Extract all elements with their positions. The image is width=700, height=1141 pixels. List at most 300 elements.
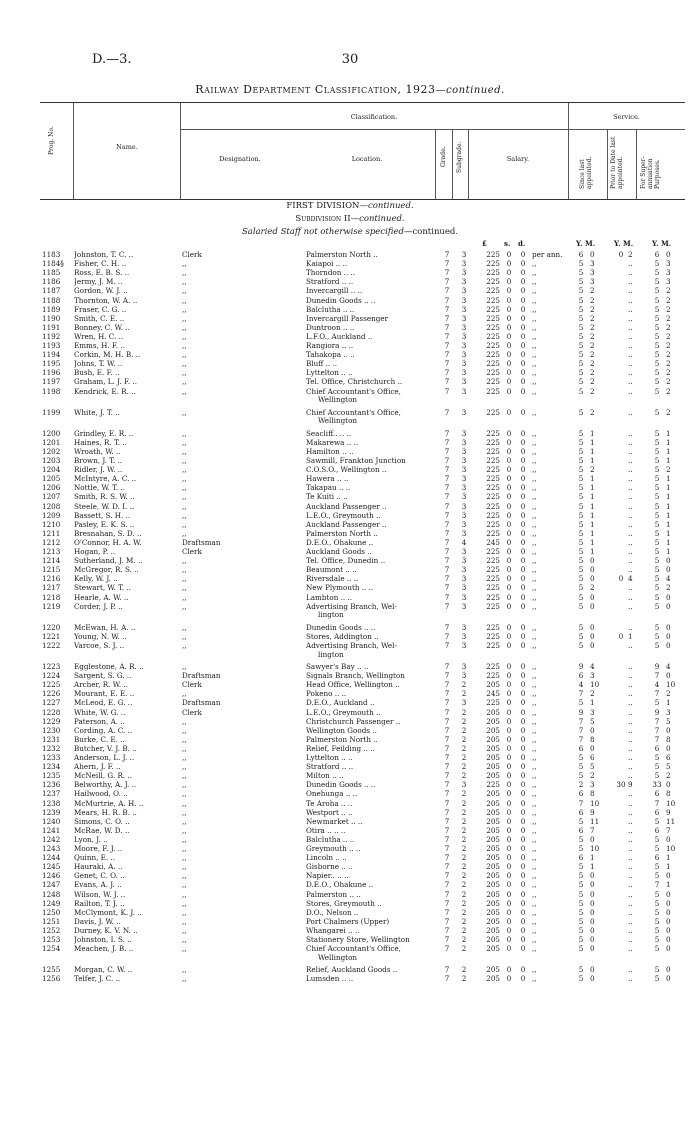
- grade: 7: [444, 437, 450, 447]
- since-months: 1: [590, 437, 595, 447]
- designation: Clerk: [182, 548, 202, 556]
- grade: 7: [444, 286, 450, 296]
- table-row: [0, 251, 700, 260]
- salary-pounds: 225: [486, 331, 500, 341]
- salary-note: ,,: [532, 510, 537, 520]
- location: Seacliff.. .. ..: [306, 429, 352, 438]
- subgrade: 2: [461, 725, 467, 735]
- staff-name: McRae, W. D. ..: [74, 826, 130, 835]
- salary-shillings: 0: [506, 277, 512, 287]
- since-years: 5: [578, 698, 584, 708]
- super-months: 1: [666, 437, 671, 447]
- grade: 7: [444, 753, 450, 762]
- header-classification: Classification.: [350, 113, 398, 121]
- designation: ,,: [182, 278, 187, 287]
- since-months: 2: [590, 583, 595, 593]
- salary-note: ,,: [532, 528, 537, 538]
- salary-note: ,,: [532, 662, 537, 671]
- salary-note: ,,: [532, 965, 537, 975]
- since-months: 3: [590, 671, 595, 681]
- since-months: 2: [590, 331, 595, 341]
- table-row: [0, 863, 700, 872]
- salary-note: ,,: [532, 807, 537, 817]
- salary-shillings: 0: [506, 898, 512, 908]
- staff-name: Nottle, W. T. ..: [74, 484, 126, 493]
- location: Dunedin Goods .. ..: [306, 296, 376, 305]
- super-years: 5: [654, 483, 660, 493]
- table-row: [0, 457, 700, 466]
- super-months: 1: [666, 446, 671, 456]
- designation: ,,: [182, 763, 187, 772]
- prog-no: 1194: [42, 350, 61, 360]
- subgrade: 3: [461, 601, 467, 611]
- super-months: 1: [666, 483, 671, 493]
- since-years: 5: [578, 268, 584, 278]
- since-years: 5: [578, 898, 584, 908]
- staff-name: Morgan, C. W. ..: [74, 966, 133, 975]
- salary-note: ,,: [532, 862, 537, 872]
- salary-shillings: 0: [506, 734, 512, 744]
- since-years: 5: [578, 519, 584, 529]
- super-years: 5: [654, 304, 660, 314]
- since-months: 0: [590, 592, 595, 602]
- salary-pounds: 225: [486, 465, 500, 475]
- designation: Draftsman: [182, 538, 221, 547]
- prog-no: 1233: [42, 753, 61, 762]
- prog-no: 1197: [42, 377, 61, 387]
- salary-shillings: 0: [506, 359, 512, 369]
- salary-pounds: 225: [486, 640, 500, 650]
- since-years: 5: [578, 944, 584, 954]
- prog-no: 1225: [42, 680, 61, 690]
- salary-shillings: 0: [506, 871, 512, 881]
- prior-months: ..: [628, 331, 633, 341]
- location: Greymouth .. ..: [306, 845, 361, 853]
- prog-no: 1199: [42, 407, 61, 417]
- super-years: 6: [654, 825, 660, 835]
- prior-months: ..: [628, 640, 633, 650]
- since-years: 5: [578, 556, 584, 566]
- location: Signals Branch, Wellington: [306, 672, 405, 681]
- location: Dunedin Goods .. ..: [306, 623, 376, 632]
- salary-note: ,,: [532, 771, 537, 781]
- salary-pence: 0: [520, 944, 526, 954]
- salary-pence: 0: [520, 640, 526, 650]
- staff-heading-main: Salaried Staff not otherwise specified—: [241, 227, 413, 237]
- prior-months: ..: [628, 974, 633, 984]
- super-years: 6: [654, 853, 660, 863]
- salary-pence: 0: [520, 862, 526, 872]
- salary-note: ,,: [532, 680, 537, 690]
- location: Riversdale .. ..: [306, 575, 359, 584]
- designation: ,,: [182, 936, 187, 944]
- prior-months: ..: [628, 771, 633, 781]
- super-months: 2: [666, 583, 671, 593]
- prior-months: ..: [628, 707, 633, 717]
- since-months: 0: [590, 743, 595, 753]
- since-months: 3: [590, 259, 595, 269]
- salary-pence: 0: [520, 780, 526, 790]
- table-row: [0, 624, 700, 633]
- prior-months: ..: [628, 341, 633, 350]
- prog-no: 1200: [42, 428, 61, 438]
- designation: ,,: [182, 945, 187, 954]
- since-months: 3: [590, 707, 595, 717]
- super-months: 0: [666, 780, 671, 790]
- since-months: 2: [590, 407, 595, 417]
- salary-shillings: 0: [506, 762, 512, 772]
- unit-shillings: s.: [504, 239, 511, 248]
- super-years: 33: [652, 780, 662, 790]
- super-years: 5: [654, 437, 660, 447]
- salary-pounds: 225: [486, 386, 500, 396]
- prog-no: 1196: [42, 368, 61, 378]
- prog-no: 1255: [42, 965, 61, 975]
- super-months: 1: [666, 853, 671, 863]
- salary-note: ,,: [532, 753, 537, 762]
- prog-no: 1249: [42, 898, 61, 908]
- super-years: 5: [654, 583, 660, 593]
- subgrade: 2: [461, 898, 467, 908]
- since-months: 1: [590, 862, 595, 872]
- designation: ,,: [182, 502, 187, 511]
- grade: 7: [444, 304, 450, 314]
- location: Palmerston North ..: [306, 735, 378, 744]
- subgrade: 2: [461, 734, 467, 744]
- table-row: [0, 642, 700, 651]
- since-years: 5: [578, 907, 584, 917]
- grade: 7: [444, 583, 450, 593]
- super-months: 2: [666, 322, 671, 332]
- super-years: 5: [654, 446, 660, 456]
- salary-shillings: 0: [506, 537, 512, 547]
- super-months: 2: [666, 286, 671, 296]
- staff-name: Emms, H. F. ..: [74, 342, 125, 350]
- staff-name: Belworthy, A. J. ..: [74, 781, 137, 790]
- designation: ,,: [182, 593, 187, 602]
- since-months: 1: [590, 853, 595, 863]
- since-years: 5: [578, 871, 584, 881]
- prior-months: ..: [628, 492, 633, 502]
- salary-note: ,,: [532, 834, 537, 844]
- table-row: [0, 736, 700, 745]
- designation: ,,: [182, 744, 187, 753]
- grade: 7: [444, 377, 450, 387]
- salary-pounds: 225: [486, 622, 500, 632]
- staff-name: Ross, E. B. S. ..: [74, 269, 130, 278]
- page-number: 30: [341, 52, 359, 67]
- subgrade: 3: [461, 662, 467, 671]
- prior-months: ..: [628, 816, 633, 826]
- location: Beaumont .. ..: [306, 566, 357, 575]
- salary-pence: 0: [520, 880, 526, 890]
- since-years: 5: [578, 574, 584, 584]
- location: Sawmill, Frankton Junction: [306, 457, 406, 465]
- super-years: 6: [654, 250, 660, 259]
- prog-no: 1183: [42, 250, 61, 259]
- super-years: 5: [654, 965, 660, 975]
- location: Invercargill Passenger: [306, 314, 389, 323]
- salary-note: ,,: [532, 322, 537, 332]
- subgrade: 3: [461, 377, 467, 387]
- since-years: 5: [578, 295, 584, 305]
- since-months: 1: [590, 519, 595, 529]
- since-months: 2: [590, 386, 595, 396]
- designation: ,,: [182, 387, 187, 396]
- staff-name: Kelly, W. J. ..: [74, 575, 118, 584]
- super-months: 8: [666, 789, 671, 799]
- salary-pence: 0: [520, 844, 526, 853]
- since-months: 0: [590, 574, 595, 584]
- salary-shillings: 0: [506, 286, 512, 296]
- subgrade: 2: [461, 834, 467, 844]
- super-years: 5: [654, 519, 660, 529]
- since-months: 1: [590, 698, 595, 708]
- salary-pounds: 225: [486, 456, 500, 465]
- since-years: 5: [578, 583, 584, 593]
- subgrade: 3: [461, 259, 467, 269]
- header-salary: Salary.: [506, 155, 530, 163]
- location-continuation: Wellington: [318, 395, 358, 405]
- subgrade: 2: [461, 916, 467, 926]
- designation: ,,: [182, 890, 187, 899]
- salary-note: ,,: [532, 483, 537, 493]
- since-months: 5: [590, 716, 595, 726]
- designation: ,,: [182, 369, 187, 378]
- table-row: [0, 909, 700, 918]
- location: Duntroon .. ..: [306, 323, 355, 332]
- header-since-last: Since last appointed.: [579, 156, 593, 189]
- prog-no: 1256: [42, 974, 61, 984]
- salary-pounds: 225: [486, 501, 500, 511]
- salary-pounds: 225: [486, 286, 500, 296]
- designation: ,,: [182, 269, 187, 278]
- super-months: 0: [666, 834, 671, 844]
- salary-note: ,,: [532, 583, 537, 593]
- staff-name: Wroath, W. ..: [74, 447, 121, 456]
- staff-name: Smith, C. E. ..: [74, 314, 125, 323]
- table-row: [0, 594, 700, 603]
- prog-no: 1223: [42, 662, 61, 671]
- salary-note: ,,: [532, 456, 537, 465]
- prog-no: 1187: [42, 286, 61, 296]
- salary-pounds: 205: [486, 798, 500, 808]
- salary-note: ,,: [532, 816, 537, 826]
- salary-pounds: 225: [486, 446, 500, 456]
- prog-no: 1206: [42, 483, 61, 493]
- salary-pounds: 225: [486, 780, 500, 790]
- grade: 7: [444, 780, 450, 790]
- salary-shillings: 0: [506, 437, 512, 447]
- location: Otira .. .. ..: [306, 826, 346, 835]
- super-years: 5: [654, 622, 660, 632]
- prog-no: 1254: [42, 944, 61, 954]
- staff-name: McClymont, K. J. ..: [74, 908, 142, 917]
- grade: 7: [444, 519, 450, 529]
- salary-pounds: 245: [486, 537, 500, 547]
- salary-pounds: 205: [486, 916, 500, 926]
- salary-note: ,,: [532, 492, 537, 502]
- since-months: 1: [590, 428, 595, 438]
- table-row: [0, 781, 700, 790]
- salary-pence: 0: [520, 762, 526, 772]
- salary-note: ,,: [532, 331, 537, 341]
- salary-note: ,,: [532, 935, 537, 944]
- super-years: 5: [654, 898, 660, 908]
- table-row: [0, 269, 700, 278]
- super-months: 7: [666, 825, 671, 835]
- prior-months: ..: [628, 680, 633, 690]
- prog-no: 1236: [42, 780, 61, 790]
- since-months: 3: [590, 780, 595, 790]
- super-months: 0: [666, 622, 671, 632]
- designation: ,,: [182, 799, 187, 808]
- salary-pence: 0: [520, 277, 526, 287]
- salary-shillings: 0: [506, 698, 512, 708]
- subgrade: 2: [461, 807, 467, 817]
- super-years: 5: [654, 277, 660, 287]
- since-months: 1: [590, 501, 595, 511]
- super-months: 2: [666, 341, 671, 350]
- table-row: [0, 900, 700, 909]
- super-months: 0: [666, 965, 671, 975]
- location: Head Office, Wellington ..: [306, 681, 400, 690]
- prior-months: ..: [628, 259, 633, 269]
- location: Hamilton .. ..: [306, 447, 354, 456]
- salary-shillings: 0: [506, 368, 512, 378]
- super-months: 0: [666, 898, 671, 908]
- prior-months: ..: [628, 880, 633, 890]
- prior-years: 0: [618, 250, 624, 259]
- salary-shillings: 0: [506, 907, 512, 917]
- prior-months: ..: [628, 622, 633, 632]
- subdivision-title: [0, 214, 700, 224]
- table-row: [0, 918, 700, 927]
- since-years: 5: [578, 474, 584, 484]
- super-months: 1: [666, 862, 671, 872]
- designation: ,,: [182, 493, 187, 502]
- staff-heading-tail: continued.: [412, 227, 459, 237]
- salary-note: ,,: [532, 907, 537, 917]
- designation: Draftsman: [182, 699, 221, 708]
- salary-pounds: 205: [486, 762, 500, 772]
- salary-shillings: 0: [506, 250, 512, 259]
- header-designation: Designation.: [219, 155, 261, 163]
- super-years: 5: [654, 259, 660, 269]
- since-years: 5: [578, 565, 584, 575]
- staff-name: Graham, L. J. F. ..: [74, 378, 137, 387]
- prior-months: ..: [628, 313, 633, 323]
- salary-shillings: 0: [506, 853, 512, 863]
- salary-pence: 0: [520, 583, 526, 593]
- prior-months: ..: [628, 483, 633, 493]
- header-prior-to: Prior to Date last appointed.: [610, 136, 624, 189]
- subgrade: 3: [461, 501, 467, 511]
- grade: 7: [444, 428, 450, 438]
- super-months: 11: [666, 816, 676, 826]
- prog-no: 1205: [42, 474, 61, 484]
- salary-pounds: 225: [486, 601, 500, 611]
- subgrade: 3: [461, 428, 467, 438]
- super-months: 2: [666, 377, 671, 387]
- grade: 7: [444, 528, 450, 538]
- subgrade: 2: [461, 907, 467, 917]
- location: Relief, Feilding .. ..: [306, 744, 375, 753]
- prior-months: ..: [628, 386, 633, 396]
- super-months: 0: [666, 889, 671, 899]
- since-months: 0: [590, 871, 595, 881]
- table-row: [0, 548, 700, 557]
- since-years: 5: [578, 844, 584, 853]
- since-months: 0: [590, 925, 595, 935]
- location: Westport .. ..: [306, 808, 353, 817]
- super-years: 5: [654, 510, 660, 520]
- since-months: 2: [590, 465, 595, 475]
- location: Chief Accountant's Office,: [306, 408, 401, 417]
- grade: 7: [444, 689, 450, 699]
- designation: ,,: [182, 484, 187, 493]
- prior-years: 30: [616, 780, 626, 790]
- prior-months: ..: [628, 446, 633, 456]
- table-row: [0, 484, 700, 493]
- designation: Clerk: [182, 251, 202, 259]
- subgrade: 2: [461, 944, 467, 954]
- since-months: 1: [590, 446, 595, 456]
- salary-note: per ann.: [532, 250, 563, 259]
- subgrade: 3: [461, 483, 467, 493]
- grade: 7: [444, 622, 450, 632]
- super-years: 5: [654, 762, 660, 772]
- since-months: 0: [590, 622, 595, 632]
- salary-note: ,,: [532, 880, 537, 890]
- grade: 7: [444, 734, 450, 744]
- super-years: 5: [654, 925, 660, 935]
- salary-pounds: 225: [486, 259, 500, 269]
- prog-no: 1184§: [42, 259, 64, 269]
- designation: ,,: [182, 845, 187, 853]
- since-years: 5: [578, 547, 584, 556]
- subgrade: 3: [461, 631, 467, 641]
- subgrade: 3: [461, 640, 467, 650]
- subgrade: 2: [461, 798, 467, 808]
- grade: 7: [444, 944, 450, 954]
- salary-pounds: 225: [486, 277, 500, 287]
- subgrade: 3: [461, 519, 467, 529]
- table-row: [0, 448, 700, 457]
- super-months: 2: [666, 313, 671, 323]
- since-years: 5: [578, 974, 584, 984]
- prior-months: 1: [628, 631, 633, 641]
- grade: 7: [444, 492, 450, 502]
- grade: 7: [444, 725, 450, 735]
- prog-no: 1244: [42, 853, 61, 863]
- staff-name: Haines, R. T. ..: [74, 438, 127, 447]
- salary-pence: 0: [520, 377, 526, 387]
- super-months: 2: [666, 304, 671, 314]
- since-years: 5: [578, 889, 584, 899]
- location-continuation: lington: [318, 610, 344, 620]
- salary-note: ,,: [532, 889, 537, 899]
- staff-name: Sutherland, J. M. ..: [74, 557, 143, 566]
- since-years: 5: [578, 277, 584, 287]
- super-years: 5: [654, 944, 660, 954]
- salary-pence: 0: [520, 556, 526, 566]
- location: L.E.O., Greymouth ..: [306, 511, 381, 520]
- prog-no: 1190: [42, 313, 61, 323]
- designation: ,,: [182, 663, 187, 671]
- location: Dunedin Goods .. ..: [306, 781, 376, 790]
- salary-pounds: 225: [486, 510, 500, 520]
